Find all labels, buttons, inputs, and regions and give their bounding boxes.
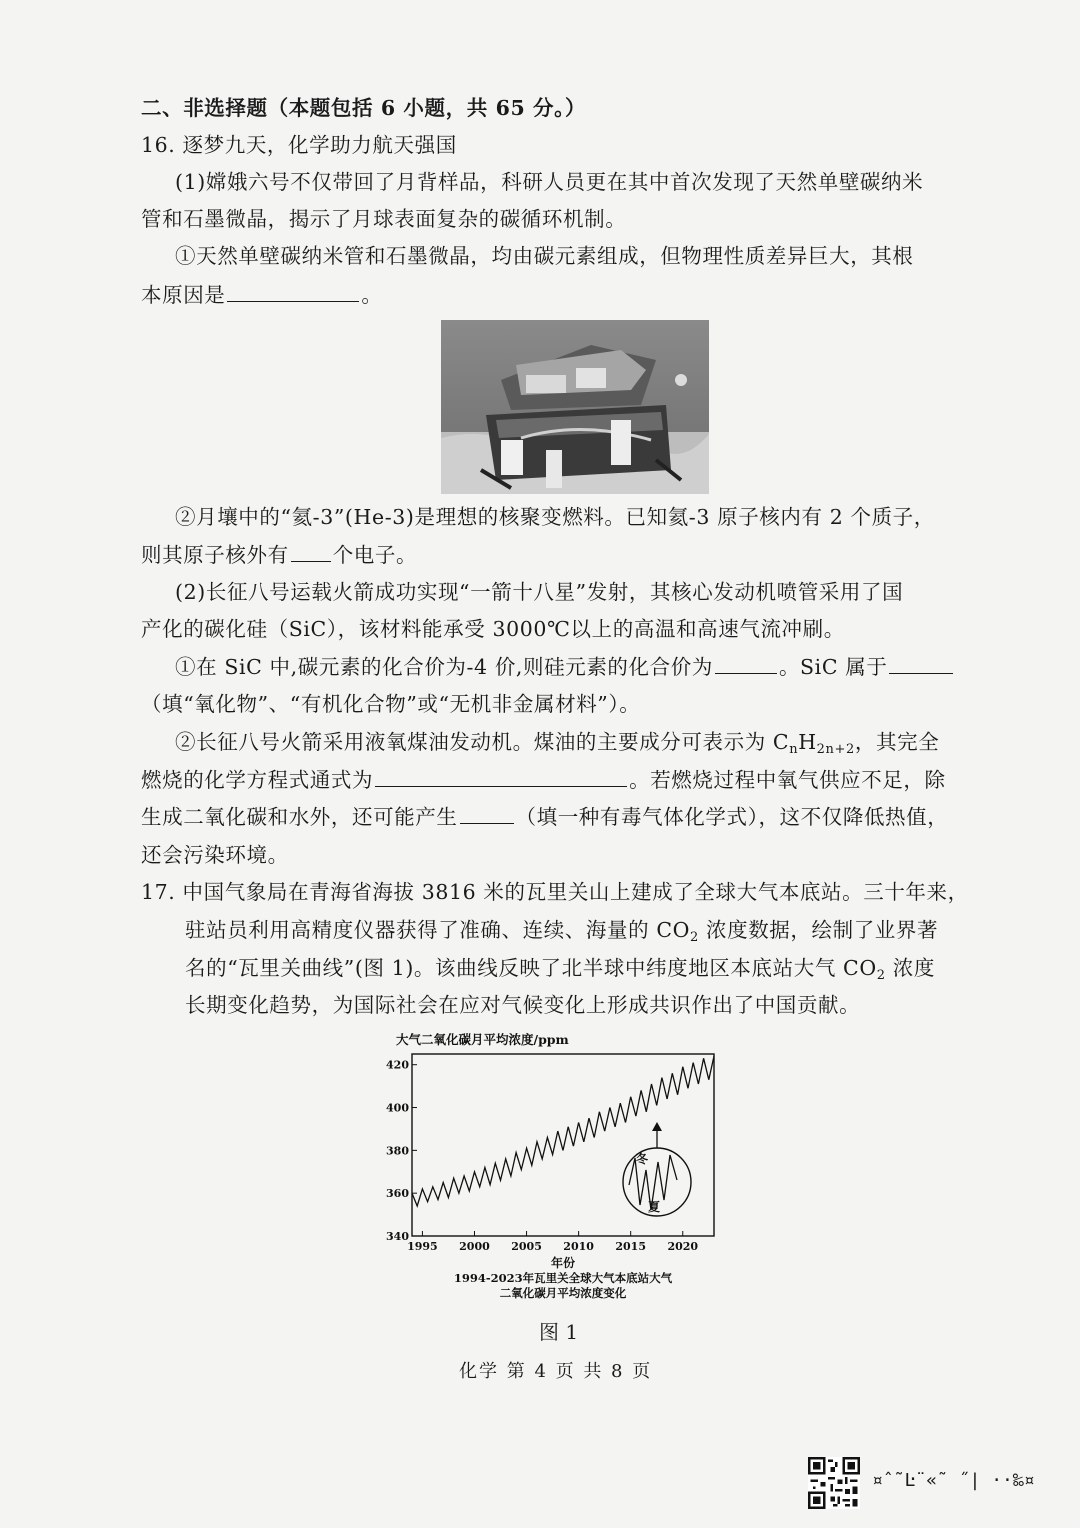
- chart-title: 大气二氧化碳月平均浓度/ppm: [396, 1032, 569, 1047]
- q16-part1b-end: 个电子。: [332, 543, 418, 567]
- qr-code: [808, 1457, 860, 1509]
- q16-part2a-line2: （填“氧化物”、“有机化合物”或“无机非金属材料”）。: [141, 692, 641, 716]
- arrow-head-icon: [652, 1122, 662, 1131]
- h-symbol: H: [798, 730, 817, 754]
- section-heading: 二、非选择题（本题包括 6 小题，共 65 分。）: [141, 96, 587, 120]
- plot-frame: [412, 1054, 714, 1236]
- q16-part2b-text3: 。若燃烧过程中氧气供应不足，除: [629, 768, 946, 792]
- x-tick-label: 2005: [511, 1240, 542, 1253]
- q16-part1a-end: 。: [361, 283, 383, 307]
- q16-part2a-text: ①在 SiC 中,碳元素的化合价为-4 价,则硅元素的化合价为: [175, 655, 713, 679]
- y-tick-label: 360: [386, 1187, 409, 1201]
- answer-blank[interactable]: [375, 766, 627, 787]
- x-tick-label: 2010: [563, 1240, 594, 1253]
- q16-part2b-text2: 燃烧的化学方程式通式为: [141, 768, 374, 792]
- chart-caption-line1: 1994-2023年瓦里关全球大气本底站大气: [453, 1271, 673, 1285]
- q16-part1-line2: 管和石墨微晶，揭示了月球表面复杂的碳循环机制。: [141, 207, 627, 231]
- question-17-line2: [185, 915, 938, 945]
- q17-text3: 名的“瓦里关曲线”(图 1)。该曲线反映了北半球中纬度地区本底站大气 CO: [185, 956, 877, 980]
- q16-part1a-line1: ①天然单壁碳纳米管和石墨微晶，均由碳元素组成，但物理性质差异巨大，其根: [175, 244, 914, 268]
- x-axis-label: 年份: [550, 1256, 576, 1270]
- subscript: 2n+2: [816, 742, 855, 757]
- inset-winter-label: 冬: [636, 1152, 649, 1166]
- q16-part2a-text2: 。SiC 属于: [778, 655, 888, 679]
- q16-part1-line1: (1)嫦娥六号不仅带回了月背样品，科研人员更在其中首次发现了天然单壁碳纳米: [175, 170, 924, 194]
- q16-part2b-text4: 生成二氧化碳和水外，还可能产生: [141, 805, 458, 829]
- figure-label: 图 1: [539, 1320, 579, 1344]
- q17-text: 驻站员利用高精度仪器获得了准确、连续、海量的 CO: [185, 918, 691, 942]
- subscript: 2: [876, 968, 886, 983]
- chang-e-lander-photo: [441, 320, 709, 494]
- q16-part2-line1: (2)长征八号运载火箭成功实现“一箭十八星”发射，其核心发动机喷管采用了国: [175, 580, 904, 604]
- q16-part2b-text-end: ，其完全: [854, 730, 940, 754]
- inset-summer-label: 夏: [648, 1200, 661, 1214]
- question-16-title: 16. 逐梦九天，化学助力航天强国: [141, 133, 457, 157]
- co2-series-line: [412, 1056, 714, 1206]
- q16-part2-line2: 产化的碳化硅（SiC），该材料能承受 3000℃以上的高温和高速气流冲刷。: [141, 617, 845, 641]
- x-tick-label: 1995: [407, 1240, 438, 1253]
- q16-part2b-text5: （填一种有毒气体化学式），这不仅降低热值，: [515, 805, 949, 829]
- q16-part2b-text: ②长征八号火箭采用液氧煤油发动机。煤油的主要成分可表示为 C: [175, 730, 790, 754]
- q16-part2b-line1: [175, 727, 939, 757]
- answer-blank[interactable]: [889, 653, 953, 674]
- question-17-line1: 17. 中国气象局在青海省海拔 3816 米的瓦里关山上建成了全球大气本底站。三十年来，: [141, 880, 969, 904]
- y-tick-label: 400: [386, 1101, 409, 1115]
- q16-part2a-line1: [175, 652, 955, 682]
- q16-part1b-line2: [141, 540, 417, 570]
- x-axis: [407, 1231, 698, 1253]
- q16-part1b-text: 则其原子核外有: [141, 543, 289, 567]
- subscript: 2: [690, 930, 699, 945]
- chart-caption-line2: 二氧化碳月平均浓度变化: [499, 1286, 627, 1300]
- subscript: n: [789, 742, 799, 757]
- q16-part2b-line2: [141, 765, 946, 795]
- watermark-text: ¤ˆ˜Ŀ¨«˜ ˝| ··‰¤: [872, 1470, 1035, 1491]
- question-17-line3: [185, 953, 935, 983]
- page-footer: 化学 第 4 页 共 8 页: [459, 1361, 653, 1382]
- q16-part2b-line3: [141, 802, 948, 832]
- x-tick-label: 2000: [459, 1240, 490, 1253]
- q16-part2b-line4: 还会污染环境。: [141, 843, 289, 867]
- x-tick-label: 2015: [615, 1240, 647, 1253]
- y-tick-label: 340: [386, 1230, 409, 1243]
- co2-concentration-chart: [380, 1030, 725, 1305]
- answer-blank[interactable]: [227, 281, 359, 302]
- y-tick-label: 380: [386, 1144, 409, 1158]
- y-tick-label: 420: [386, 1058, 409, 1072]
- answer-blank[interactable]: [715, 653, 777, 674]
- q17-text2: 浓度数据，绘制了业界著: [698, 918, 939, 942]
- question-17-line4: 长期变化趋势，为国际社会在应对气候变化上形成共识作出了中国贡献。: [185, 993, 861, 1017]
- answer-blank[interactable]: [460, 803, 514, 824]
- q16-part1a-line2: [141, 280, 383, 310]
- q16-part1b-line1: ②月壤中的“氦-3”(He-3)是理想的核聚变燃料。已知氦-3 原子核内有 2 个质子，: [175, 505, 935, 529]
- x-tick-label: 2020: [667, 1240, 699, 1253]
- answer-blank[interactable]: [291, 541, 331, 562]
- q17-text4: 浓度: [885, 956, 935, 980]
- q16-part1a-text: 本原因是: [141, 283, 226, 307]
